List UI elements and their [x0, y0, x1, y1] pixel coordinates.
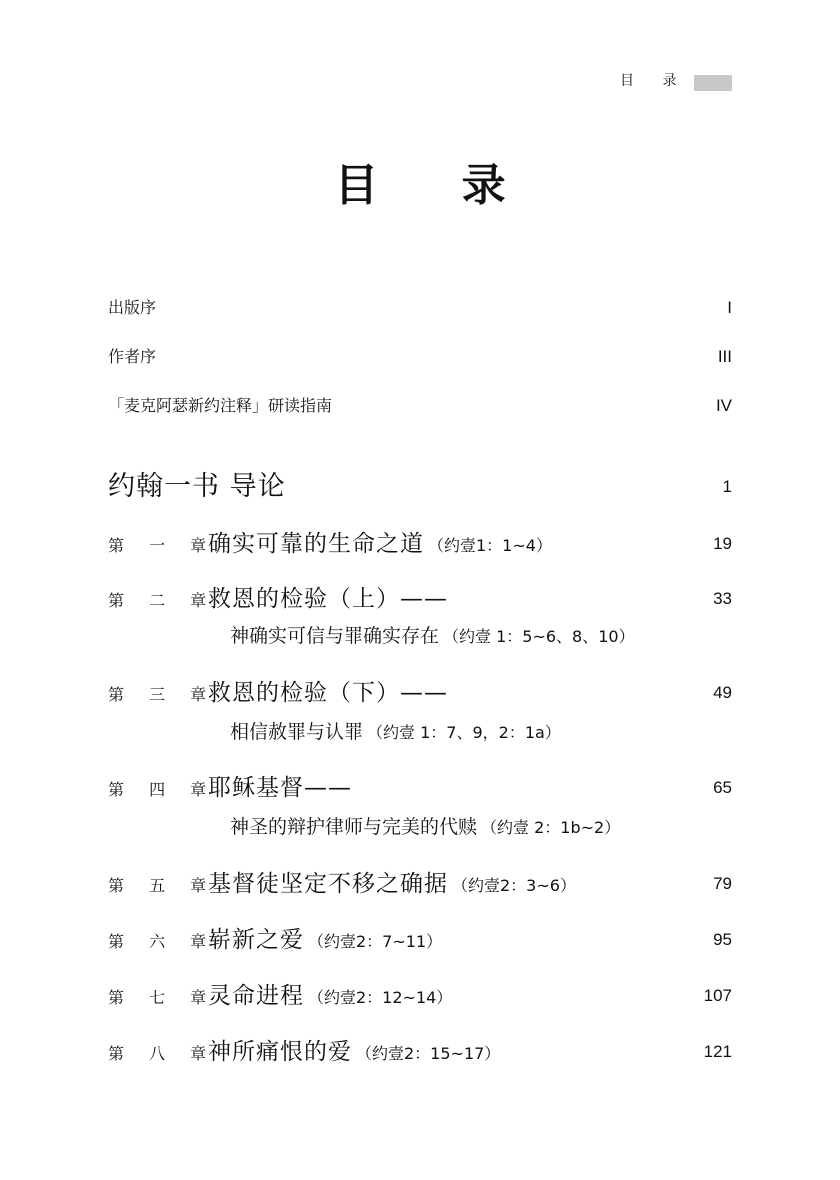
toc-entry-study-guide[interactable]: [108, 394, 732, 424]
toc-entry-page: 65: [713, 778, 732, 797]
chapter-title: 救恩的检验（上）——: [208, 586, 448, 612]
toc-entry-page: 49: [713, 683, 732, 702]
chapter-reference: （约壹 2：1b~2）: [481, 818, 621, 837]
toc-entry-page: 19: [713, 534, 732, 553]
toc-entry-page: 33: [713, 589, 732, 608]
toc-entry-publisher-preface[interactable]: [108, 296, 732, 326]
toc-entry-title-group: [108, 980, 452, 1014]
chapter-2-subtitle: [230, 622, 635, 651]
toc-entry-page: 95: [713, 930, 732, 949]
chapter-reference: （约壹2：12~14）: [308, 988, 453, 1007]
toc-entry-title-group: [108, 772, 352, 806]
chapter-title: 耶稣基督——: [208, 775, 352, 801]
toc-entry-title: 约翰一书 导论: [108, 471, 286, 502]
toc-entry-title: 作者序: [108, 347, 157, 366]
toc-entry-introduction[interactable]: [108, 469, 732, 502]
toc-entry-title-group: [108, 1036, 500, 1070]
chapter-label: 第 七 章: [108, 988, 217, 1007]
toc-entry-title: 「麦克阿瑟新约注释」研读指南: [108, 396, 333, 415]
toc-entry-page: 107: [703, 986, 732, 1005]
chapter-label: 第 一 章: [108, 536, 217, 555]
chapter-label: 第 八 章: [108, 1044, 217, 1063]
chapter-4-subtitle: [230, 813, 620, 842]
chapter-label: 第 三 章: [108, 685, 217, 704]
running-head-text: 目 录: [620, 73, 689, 89]
toc-entry-chapter-5[interactable]: [108, 868, 732, 898]
toc-entry-title-group: [108, 924, 442, 958]
toc-entry-chapter-3[interactable]: [108, 677, 732, 707]
chapter-label: 第 六 章: [108, 932, 217, 951]
toc-entry-chapter-2[interactable]: [108, 583, 732, 613]
chapter-reference: （约壹2：15~17）: [356, 1044, 501, 1063]
toc-entry-page: 79: [713, 874, 732, 893]
chapter-title: 确实可靠的生命之道: [208, 531, 424, 557]
toc-entry-page: 121: [703, 1042, 732, 1061]
chapter-title: 基督徒坚定不移之确据: [208, 871, 448, 897]
toc-entry-chapter-4[interactable]: [108, 772, 732, 802]
chapter-title: 救恩的检验（下）——: [208, 680, 448, 706]
toc-entry-title-group: [108, 583, 448, 617]
chapter-label: 第 五 章: [108, 876, 217, 895]
toc-entry-chapter-7[interactable]: [108, 980, 732, 1010]
chapter-reference: （约壹2：7~11）: [308, 932, 443, 951]
toc-entry-author-preface[interactable]: [108, 345, 732, 375]
toc-entry-title-group: [108, 868, 576, 902]
toc-entry-page: III: [717, 347, 732, 366]
toc-entry-page: IV: [715, 396, 732, 415]
toc-entry-page: I: [727, 298, 732, 317]
chapter-3-subtitle: [230, 718, 561, 747]
toc-entry-chapter-1[interactable]: [108, 528, 732, 558]
chapter-subtitle: 神确实可信与罪确实存在: [230, 625, 440, 647]
toc-entry-title-group: [108, 677, 448, 711]
running-head: [560, 70, 732, 92]
chapter-title: 崭新之爱: [208, 927, 304, 953]
chapter-reference: （约壹1：1~4）: [428, 536, 552, 555]
toc-entry-page: 1: [722, 477, 732, 496]
toc-entry-title-group: [108, 528, 552, 562]
chapter-subtitle: 神圣的辩护律师与完美的代赎: [230, 816, 478, 838]
toc-entry-title: 出版序: [108, 298, 157, 317]
toc-entry-chapter-6[interactable]: [108, 924, 732, 954]
toc-entry-chapter-8[interactable]: [108, 1036, 732, 1066]
chapter-subtitle: 相信赦罪与认罪: [230, 721, 364, 743]
chapter-label: 第 四 章: [108, 780, 217, 799]
chapter-title: 灵命进程: [208, 983, 304, 1009]
chapter-reference: （约壹2：3~6）: [452, 876, 576, 895]
chapter-reference: （约壹 1：5~6、8、10）: [443, 627, 635, 646]
running-head-tab: [694, 75, 732, 91]
chapter-label: 第 二 章: [108, 591, 217, 610]
chapter-title: 神所痛恨的爱: [208, 1039, 352, 1065]
chapter-reference: （约壹 1：7、9，2：1a）: [367, 723, 561, 742]
page-title: 目 录: [334, 160, 540, 211]
